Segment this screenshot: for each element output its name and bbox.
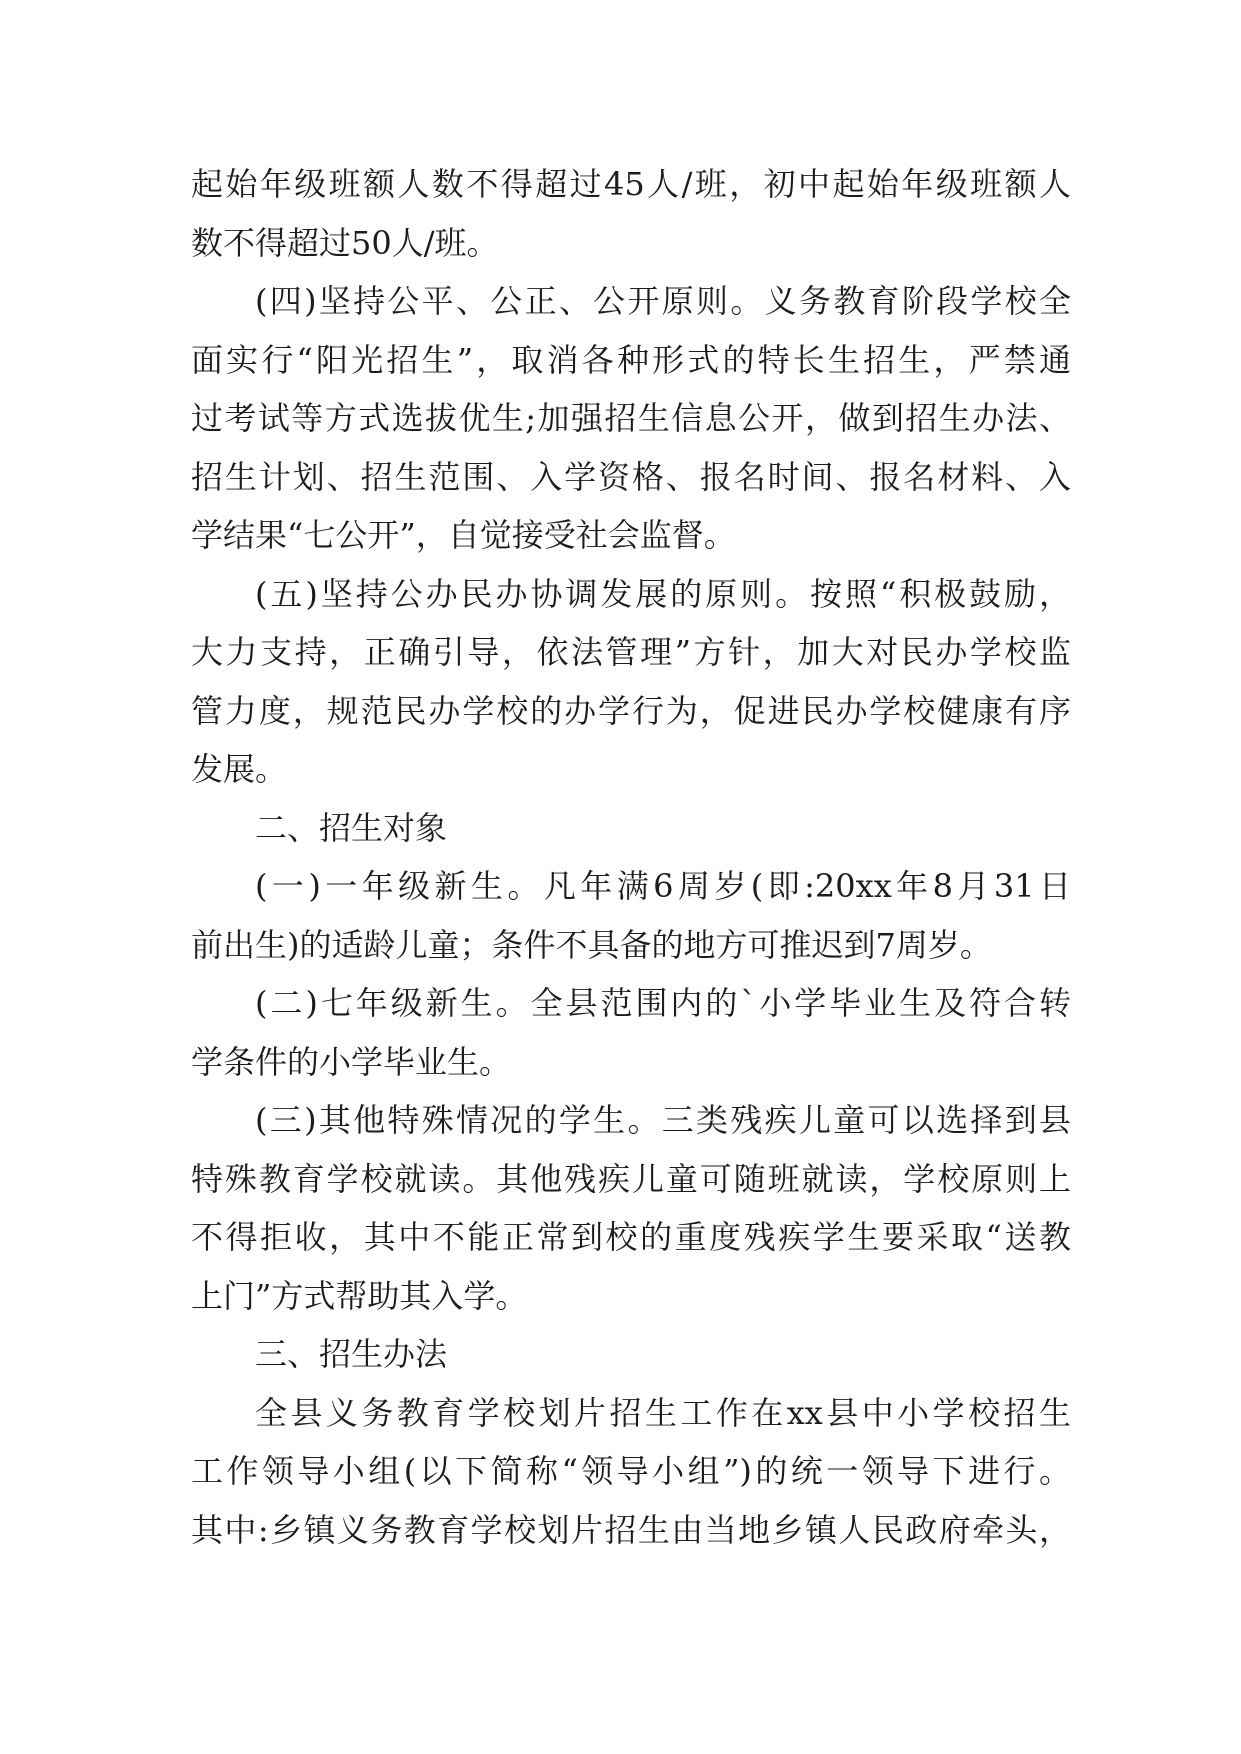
text-line: 其中:乡镇义务教育学校划片招生由当地乡镇人民政府牵头， — [191, 1510, 1071, 1549]
text-line: (五)坚持公办民办协调发展的原则。按照“积极鼓励， — [255, 574, 1071, 613]
text-line: 面实行“阳光招生”，取消各种形式的特长生招生，严禁通 — [191, 340, 1071, 379]
text-line: 过考试等方式选拔优生;加强招生信息公开，做到招生办法、 — [191, 399, 1071, 437]
text-line: 发展。 — [191, 750, 288, 788]
text-line: (四)坚持公平、公正、公开原则。义务教育阶段学校全 — [255, 282, 1071, 320]
text-line: (三)其他特殊情况的学生。三类残疾儿童可以选择到县 — [255, 1101, 1071, 1139]
text-line: (一)一年级新生。凡年满6周岁(即:20xx年8月31日 — [255, 867, 1071, 905]
text-line: 三、招生办法 — [255, 1335, 448, 1373]
text-line: 特殊教育学校就读。其他残疾儿童可随班就读，学校原则上 — [191, 1159, 1071, 1198]
text-line: 学结果“七公开”，自觉接受社会监督。 — [191, 516, 736, 554]
text-line: 大力支持，正确引导，依法管理”方针，加大对民办学校监 — [191, 633, 1071, 671]
text-line: 上门”方式帮助其入学。 — [191, 1276, 528, 1315]
text-line: 学条件的小学毕业生。 — [191, 1042, 512, 1081]
text-line: 招生计划、招生范围、入学资格、报名时间、报名材料、入 — [191, 457, 1071, 496]
text-line: 不得拒收，其中不能正常到校的重度残疾学生要采取“送教 — [191, 1218, 1071, 1256]
document-body — [191, 155, 1071, 1559]
text-line: 工作领导小组(以下简称“领导小组”)的统一领导下进行。 — [191, 1452, 1071, 1490]
text-line: 管力度，规范民办学校的办学行为，促进民办学校健康有序 — [191, 691, 1071, 730]
text-line: 全县义务教育学校划片招生工作在xx县中小学校招生 — [255, 1393, 1071, 1432]
text-line: 二、招生对象 — [255, 808, 448, 847]
text-line: 前出生)的适龄儿童；条件不具备的地方可推迟到7周岁。 — [191, 925, 992, 964]
text-line: 数不得超过50人/班。 — [191, 223, 499, 262]
text-line: (二)七年级新生。全县范围内的`小学毕业生及符合转 — [255, 984, 1071, 1022]
text-line: 起始年级班额人数不得超过45人/班，初中起始年级班额人 — [191, 165, 1071, 203]
